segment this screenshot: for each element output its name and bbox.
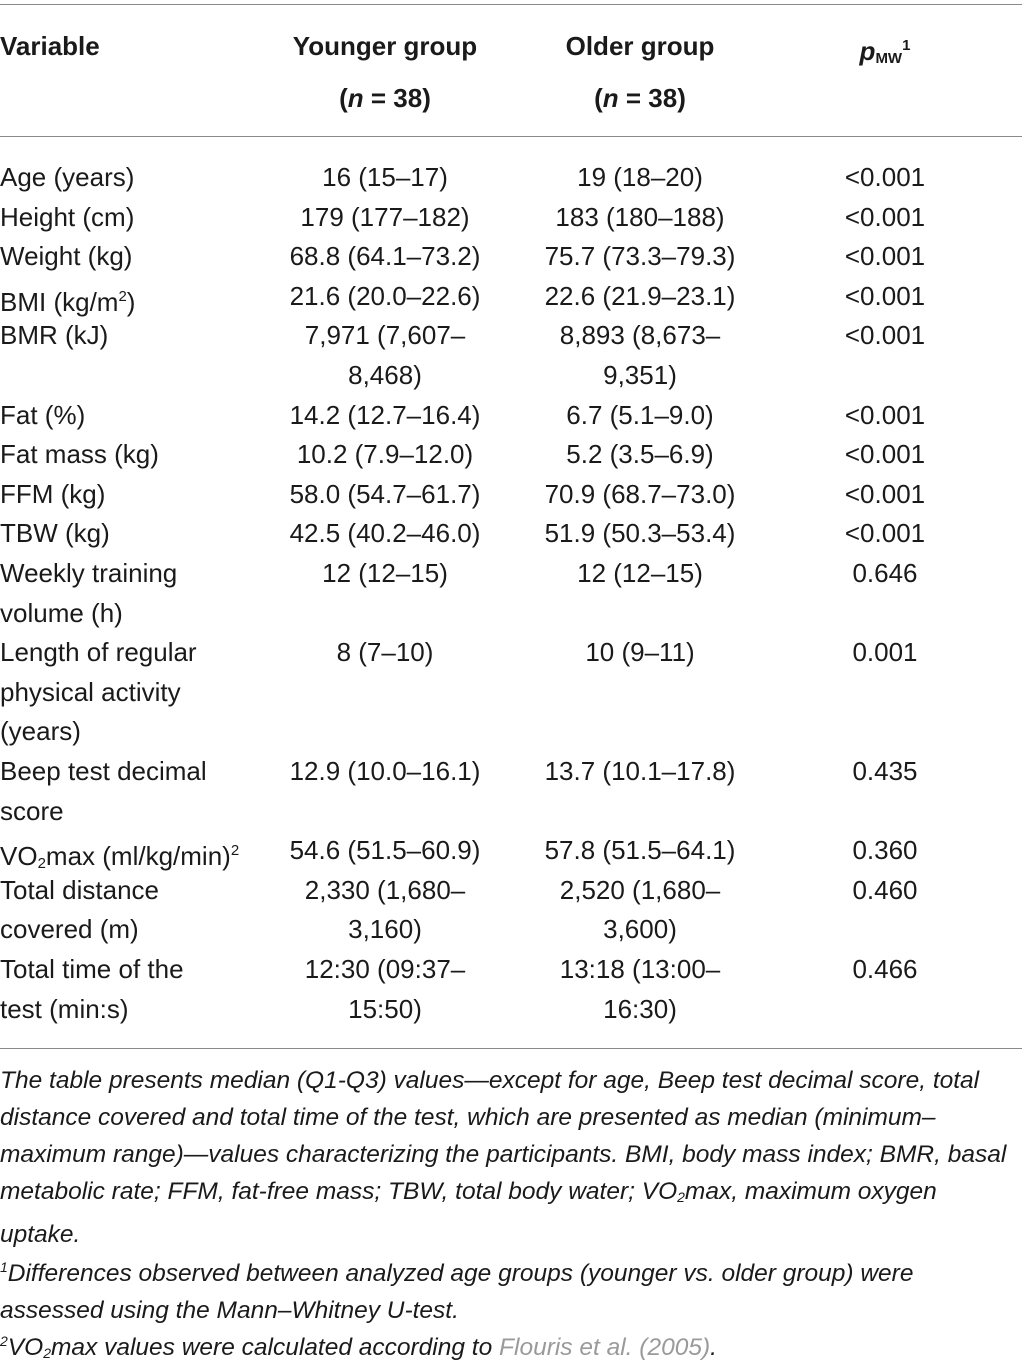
- row-14-variable: Total time of the test (min:s): [0, 954, 184, 1024]
- row-0-older: 19 (18–20): [577, 162, 703, 192]
- row-11-younger: 12.9 (10.0–16.1): [289, 756, 481, 786]
- row-6-variable: Fat mass (kg): [0, 439, 159, 470]
- row-10-older: 10 (9–11): [585, 637, 695, 668]
- row-10-p-value: 0.001: [852, 637, 918, 668]
- row-11-variable: Beep test decimal score: [0, 756, 207, 826]
- row-2-p-value: <0.001: [844, 241, 926, 272]
- header-p-value: [820, 20, 950, 85]
- row-13-older: 2,520 (1,680– 3,600): [559, 874, 721, 945]
- row-5-p-value: <0.001: [844, 399, 926, 430]
- row-12-variable-mid: max (ml/kg/min): [45, 841, 231, 872]
- row-4-variable: BMR (kJ): [0, 320, 109, 351]
- note-subscript: 2: [677, 1189, 685, 1205]
- note-text-1: The table presents median (Q1-Q3) values—except for age, Beep test decimal score, total distance covered and total time of the test, which are presented as median (minimum–maximum range)—values characterizing the participants. BMI, body mass index; BMR, basal metabolic rate; FFM, fat-free mass; TBW, total body water; VO: [0, 1067, 1007, 1205]
- row-10-variable: Length of regular physical activity (years): [0, 637, 197, 747]
- row-3-older: 22.6 (21.9–23.1): [544, 280, 736, 311]
- row-9-younger: 12 (12–15): [322, 558, 448, 588]
- footnote-2-mark: 2: [0, 1333, 8, 1349]
- footnote-1-text: Differences observed between analyzed age groups (younger vs. older group) were assessed using the Mann–Whitney U-test.: [0, 1260, 914, 1324]
- row-14-older: 13:18 (13:00– 16:30): [559, 954, 721, 1024]
- row-13-variable: Total distance covered (m): [0, 874, 159, 945]
- row-12-younger: 54.6 (51.5–60.9): [289, 835, 481, 866]
- header-p-subscript: MW: [875, 50, 903, 67]
- table-top-rule: [0, 4, 1022, 5]
- header-p-letter: p: [859, 36, 876, 66]
- row-1-older: 183 (180–188): [555, 201, 725, 232]
- row-11-p-value: 0.435: [852, 756, 918, 786]
- row-14-younger: 12:30 (09:37– 15:50): [304, 954, 466, 1024]
- header-younger-group: [265, 20, 505, 124]
- row-12-older: 57.8 (51.5–64.1): [544, 835, 736, 866]
- row-5-variable: Fat (%): [0, 399, 86, 430]
- row-3-younger: 21.6 (20.0–22.6): [289, 280, 481, 311]
- row-7-younger: 58.0 (54.7–61.7): [289, 478, 481, 509]
- row-0-variable: Age (years): [0, 162, 135, 192]
- row-14-p-value: 0.466: [852, 954, 918, 984]
- footnote-2-text-b: max values were calculated according to: [51, 1334, 500, 1361]
- header-older-n: (n = 38): [594, 83, 686, 113]
- row-6-older: 5.2 (3.5–6.9): [566, 439, 714, 470]
- row-1-variable: Height (cm): [0, 201, 135, 232]
- row-12-variable-pre: VO: [0, 841, 38, 872]
- reference-link[interactable]: Flouris et al. (2005): [499, 1334, 711, 1361]
- row-3-variable-sup: 2: [118, 287, 127, 305]
- row-4-older: 8,893 (8,673– 9,351): [559, 320, 721, 390]
- header-younger-n: (n = 38): [339, 83, 431, 113]
- row-9-p-value: 0.646: [852, 558, 918, 588]
- row-13-p-value: 0.460: [852, 874, 918, 905]
- row-3-p-value: <0.001: [844, 280, 926, 311]
- row-2-variable: Weight (kg): [0, 241, 133, 272]
- footnote-1: [0, 1249, 1015, 1329]
- header-older-group: [520, 20, 760, 124]
- row-1-p-value: <0.001: [844, 201, 926, 232]
- row-8-older: 51.9 (50.3–53.4): [544, 518, 736, 549]
- row-7-p-value: <0.001: [844, 478, 926, 509]
- row-12-p-value: 0.360: [852, 835, 918, 866]
- row-3-variable-post: ): [126, 286, 136, 317]
- table-note: [0, 1062, 1015, 1253]
- row-10-younger: 8 (7–10): [336, 637, 434, 668]
- footnote-2: [0, 1323, 1015, 1372]
- header-bottom-rule: [0, 136, 1022, 137]
- row-2-younger: 68.8 (64.1–73.2): [289, 241, 481, 272]
- footnote-2-end: .: [710, 1334, 717, 1361]
- footnote-2-subscript: 2: [43, 1345, 51, 1361]
- footnote-1-mark: 1: [0, 1259, 8, 1275]
- row-0-p-value: <0.001: [844, 162, 926, 192]
- row-1-younger: 179 (177–182): [300, 201, 470, 232]
- row-5-older: 6.7 (5.1–9.0): [566, 399, 714, 430]
- header-older-label: Older group: [565, 31, 715, 61]
- header-variable: Variable: [0, 31, 100, 61]
- header-younger-label: Younger group: [292, 31, 478, 61]
- row-8-variable: TBW (kg): [0, 518, 110, 549]
- note-text-2: max, maximum oxygen uptake.: [0, 1178, 937, 1248]
- row-6-younger: 10.2 (7.9–12.0): [296, 439, 474, 470]
- row-6-p-value: <0.001: [844, 439, 926, 470]
- row-4-younger: 7,971 (7,607– 8,468): [304, 320, 466, 390]
- row-0-younger: 16 (15–17): [322, 162, 448, 192]
- row-8-p-value: <0.001: [844, 518, 926, 549]
- row-8-younger: 42.5 (40.2–46.0): [289, 518, 481, 549]
- row-9-older: 12 (12–15): [577, 558, 703, 588]
- row-12-variable-sup: 2: [230, 842, 240, 860]
- row-13-younger: 2,330 (1,680– 3,160): [304, 874, 466, 945]
- row-7-variable: FFM (kg): [0, 478, 106, 509]
- row-12-variable-sub: 2: [37, 855, 46, 873]
- row-2-older: 75.7 (73.3–79.3): [544, 241, 736, 272]
- row-9-variable: Weekly training volume (h): [0, 558, 178, 628]
- row-5-younger: 14.2 (12.7–16.4): [289, 399, 481, 430]
- row-4-p-value: <0.001: [844, 320, 926, 351]
- table-bottom-rule: [0, 1048, 1022, 1049]
- row-3-variable-pre: BMI (kg/m: [0, 286, 119, 317]
- row-7-older: 70.9 (68.7–73.0): [544, 478, 736, 509]
- footnote-2-text-a: VO: [7, 1334, 44, 1361]
- row-11-older: 13.7 (10.1–17.8): [544, 756, 736, 786]
- header-p-superscript: 1: [902, 37, 911, 54]
